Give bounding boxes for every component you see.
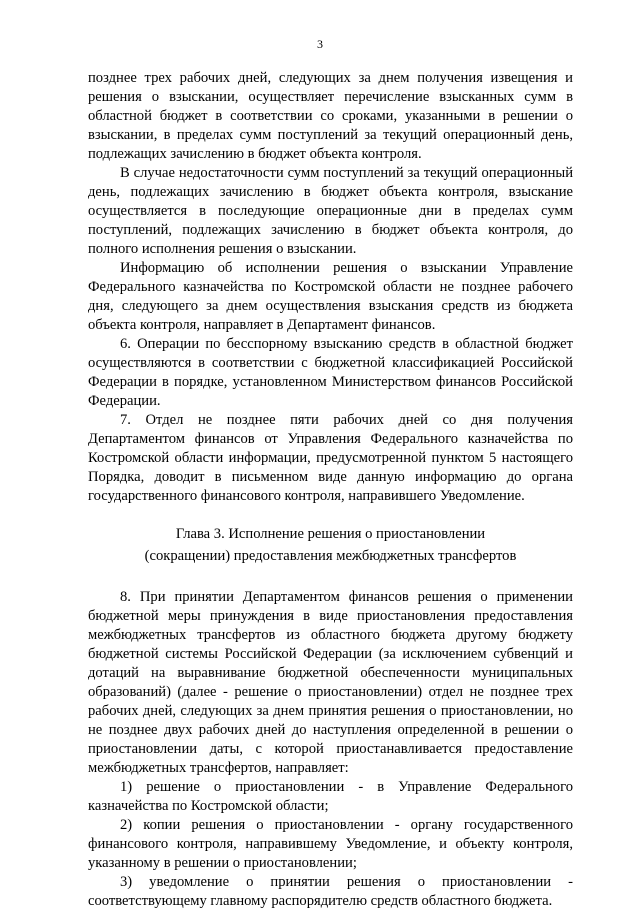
list-item-3: 3) уведомление о принятии решения о приостановлении - соответствующему главному распорядителю средств областного бюджета.	[88, 874, 573, 909]
document-body	[88, 69, 573, 911]
paragraph-insufficiency: В случае недостаточности сумм поступлений за текущий операционный день, подлежащих зачислению в бюджет объекта контроля, взыскание осуществляется в последующие операционные дни в пределах сумм поступлений, подлежащих зачислению в бюджет объекта контроля, до полного исполнения решения о взыскании.	[88, 165, 573, 257]
chapter-heading-line-1: Глава 3. Исполнение решения о приостановлении	[175, 526, 486, 542]
list-item-1: 1) решение о приостановлении - в Управление Федерального казначейства по Костромской области;	[88, 779, 573, 814]
paragraph-item-6: 6. Операции по бесспорному взысканию средств в областной бюджет осуществляются в соответствии с бюджетной классификацией Российской Федерации в порядке, установленном Министерством финансов Российской Федерации.	[88, 336, 573, 409]
paragraph-execution-info: Информацию об исполнении решения о взыскании Управление Федерального казначейства по Костромской области не позднее рабочего дня, следующего за днем осуществления взыскания средств из бюджета объекта контроля, направляет в Департамент финансов.	[88, 260, 573, 333]
paragraph-item-8: 8. При принятии Департаментом финансов решения о применении бюджетной меры принуждения в виде приостановления предоставления межбюджетных трансфертов из областного бюджета другому бюджету бюджетной системы Российской Федерации (за исключением субвенций и дотаций на выравнивание бюджетной обеспеченности муниципальных образований) (далее - решение о приостановлении) отдел не позднее трех рабочих дней, следующих за днем принятия решения о приостановлении, но не позднее двух рабочих дней до наступления определенной в решении о приостановлении даты, с которой приостанавливается предоставление межбюджетных трансфертов, направляет:	[88, 589, 573, 776]
chapter-heading-line-2: (сокращении) предоставления межбюджетных трансфертов	[144, 548, 517, 564]
paragraph-item-7: 7. Отдел не позднее пяти рабочих дней со дня получения Департаментом финансов от Управления Федерального казначейства по Костромской области информации, предусмотренной пунктом 5 настоящего Порядка, доводит в письменном виде данную информацию до органа государственного финансового контроля, направившего Уведомление.	[88, 412, 573, 504]
page-number: 3	[317, 37, 323, 51]
paragraph-continuation: позднее трех рабочих дней, следующих за днем получения извещения и решения о взыскании, осуществляет перечисление взысканных сумм в областной бюджет в соответствии со сроками, указанными в решении о взыскании, в пределах сумм поступлений за текущий операционный день, подлежащих зачислению в бюджет объекта контроля.	[88, 70, 573, 162]
list-item-2: 2) копии решения о приостановлении - органу государственного финансового контроля, направившему Уведомление, и объекту контроля, указанному в решении о приостановлении;	[88, 817, 573, 871]
chapter-heading	[88, 523, 573, 567]
